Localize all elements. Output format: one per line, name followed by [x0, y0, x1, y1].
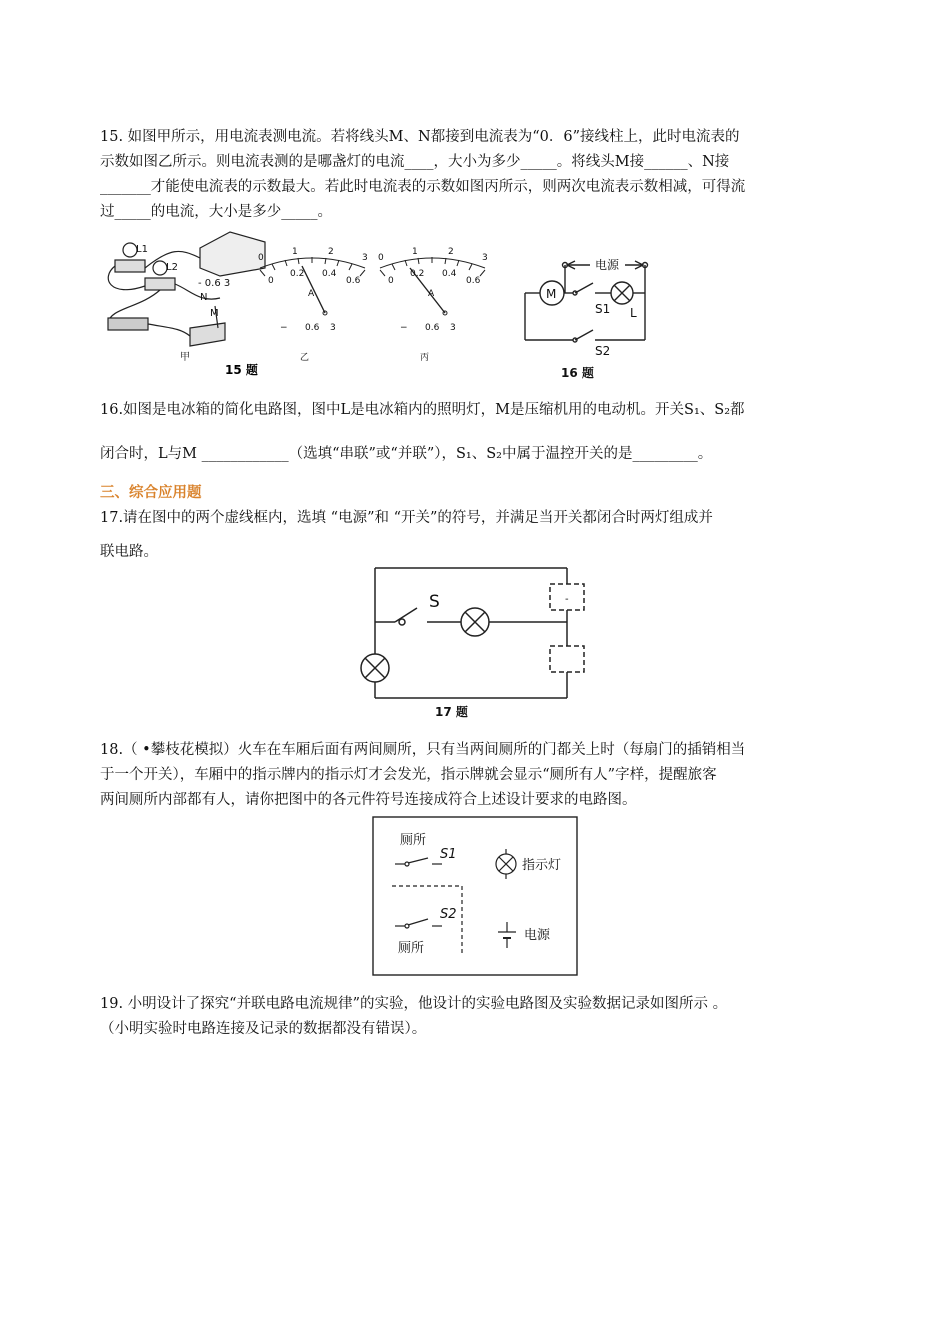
- q15-line-4: 过_____的电流，大小是多少_____。: [100, 204, 332, 220]
- q15-line-1: 15. 如图甲所示，用电流表测电流。若将线头M、N都接到电流表为“0．6”接线柱上，此时电流表的: [100, 129, 740, 145]
- yi-sub-2: 0.4: [322, 269, 337, 279]
- q18-line-1: 18.（ •攀枝花模拟）火车在车厢后面有两间厕所，只有当两间厕所的门都关上时（每扇门的插销相当: [100, 742, 746, 758]
- bing-sub-1: 0.2: [410, 269, 425, 279]
- yi-scale-3: 3: [362, 253, 368, 263]
- fig18-toilet2: 厕所: [398, 941, 425, 956]
- svg-text:0.6: 0.6: [425, 323, 440, 333]
- figure-16: [515, 255, 665, 380]
- figure-17: [355, 562, 595, 722]
- svg-text:−: −: [400, 323, 408, 333]
- fig16-s2: S2: [595, 344, 611, 358]
- figure-15: [100, 228, 510, 380]
- figure-18: [370, 814, 580, 979]
- bing-scale-2: 2: [448, 247, 454, 257]
- svg-text:3: 3: [330, 323, 336, 333]
- svg-text:3: 3: [450, 323, 456, 333]
- fig18-toilet1: 厕所: [400, 833, 427, 848]
- yi-sub-0: 0: [268, 276, 274, 286]
- svg-text:0.6: 0.6: [305, 323, 320, 333]
- q18-line-2: 于一个开关），车厢中的指示牌内的指示灯才会发光，指示牌就会显示“厕所有人”字样，提醒旅客: [100, 767, 717, 783]
- label-terms: - 0.6 3: [198, 278, 231, 289]
- fig18-power: 电源: [524, 928, 551, 943]
- q16-line-1: 16.如图是电冰箱的简化电路图，图中L是电冰箱内的照明灯，M是压缩机用的电动机。开关S₁、S₂都: [100, 402, 745, 418]
- q17-line-2: 联电路。: [100, 544, 158, 560]
- yi-a: A: [308, 289, 315, 299]
- caption-15: 15 题: [225, 363, 258, 377]
- yi-scale-2: 2: [328, 247, 334, 257]
- svg-text:−: −: [280, 323, 288, 333]
- caption-16: 16 题: [561, 366, 594, 380]
- yi-sub-1: 0.2: [290, 269, 305, 279]
- bing-scale-1: 1: [412, 247, 418, 257]
- fig18-lamp: 指示灯: [522, 858, 562, 873]
- fig16-power: 电源: [595, 258, 620, 272]
- bing-sub-0: 0: [388, 276, 394, 286]
- caption-17: 17 题: [435, 705, 468, 719]
- q19-line-1: 19. 小明设计了探究“并联电路电流规律”的实验，他设计的实验电路图及实验数据记录如图所示 。: [100, 996, 728, 1012]
- fig16-s1: S1: [595, 302, 611, 316]
- q16-line-2: 闭合时，L与M ____________（选填“串联”或“并联”），S₁、S₂中属于温控开关的是_________。: [100, 446, 713, 462]
- q15-line-2: 示数如图乙所示。则电流表测的是哪盏灯的电流____，大小为多少_____。将线头M接______、N接: [100, 154, 730, 170]
- label-n: N: [200, 292, 208, 303]
- q15-line-3: _______才能使电流表的示数最大。若此时电流表的示数如图丙所示，则两次电流表示数相减，可得流: [100, 179, 746, 195]
- bing-scale-3: 3: [482, 253, 488, 263]
- section-heading: 三、综合应用题: [100, 485, 202, 501]
- bing-sub-3: 0.6: [466, 276, 481, 286]
- bing-a: A: [428, 289, 435, 299]
- label-jia: 甲: [180, 352, 190, 363]
- bing-sub-2: 0.4: [442, 269, 457, 279]
- q18-line-3: 两间厕所内部都有人，请你把图中的各元件符号连接成符合上述设计要求的电路图。: [100, 792, 637, 808]
- svg-text:-: -: [565, 594, 569, 605]
- label-m: M: [210, 308, 219, 319]
- fig17-s: S: [429, 592, 440, 612]
- bing-scale-0: 0: [378, 253, 384, 263]
- q19-line-2: （小明实验时电路连接及记录的数据都没有错误）。: [100, 1021, 427, 1037]
- q17-line-1: 17.请在图中的两个虚线框内，选填 “电源”和 “开关”的符号，并满足当开关都闭合时两灯组成并: [100, 510, 713, 526]
- yi-scale-1: 1: [292, 247, 298, 257]
- fig16-m: M: [546, 287, 557, 301]
- fig18-s2: S2: [440, 907, 457, 922]
- label-l1: L1: [136, 244, 148, 255]
- label-l2: L2: [166, 262, 178, 273]
- yi-sub-3: 0.6: [346, 276, 361, 286]
- fig16-l: L: [630, 306, 637, 320]
- yi-scale-0: 0: [258, 253, 264, 263]
- label-bing: 丙: [420, 353, 430, 363]
- label-yi: 乙: [300, 353, 310, 363]
- fig18-s1: S1: [440, 847, 457, 862]
